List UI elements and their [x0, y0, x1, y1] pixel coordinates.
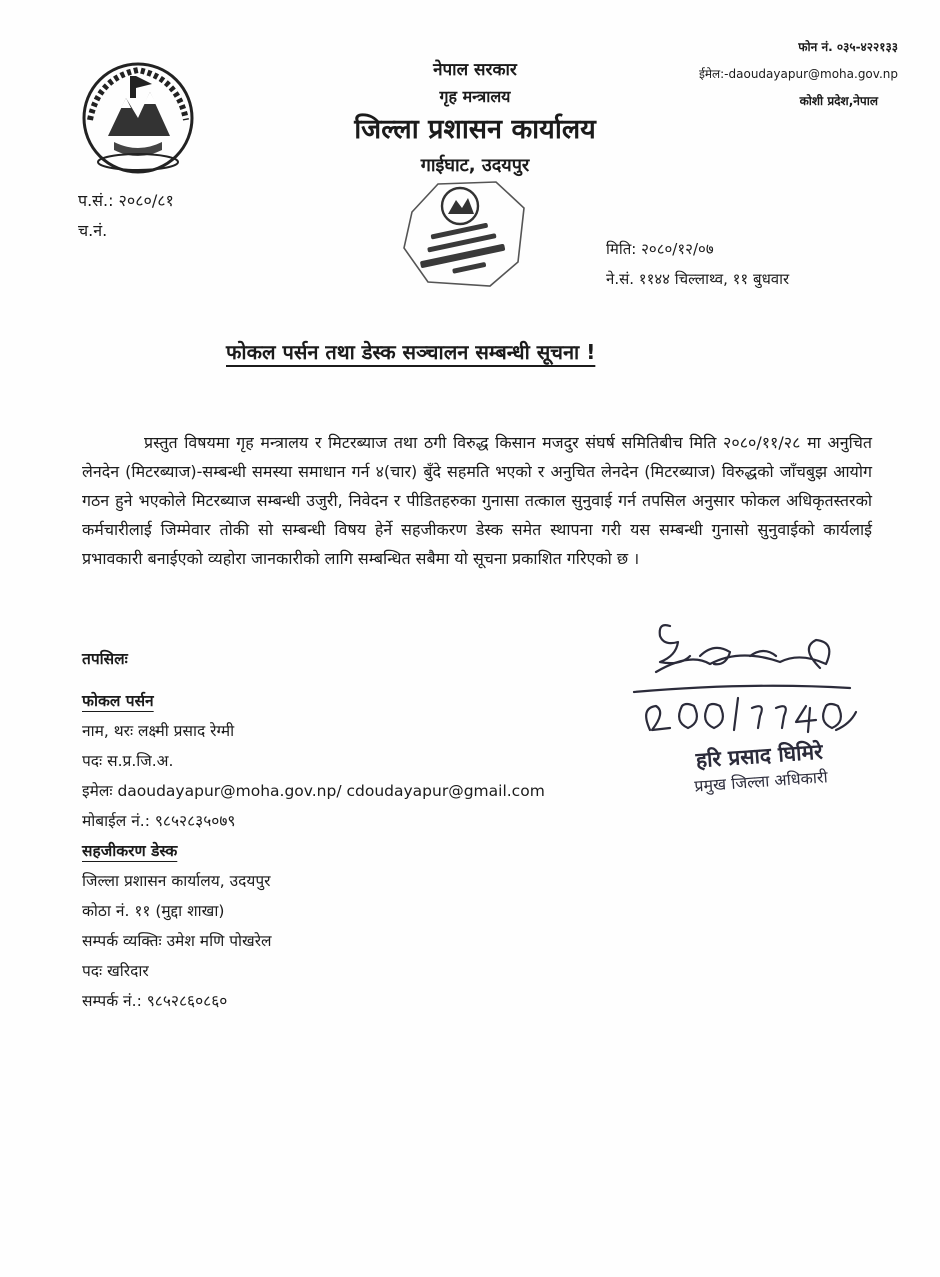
province-name: कोशी प्रदेश,नेपाल — [799, 94, 878, 108]
notice-body: प्रस्तुत विषयमा गृह मन्त्रालय र मिटरब्याज तथा ठगी विरुद्ध किसान मजदुर संघर्ष समितिबीच मिति २०८०/११/२८ मा अनुचित लेनदेन (मिटरब्याज)-सम्बन्धी समस्या समाधान गर्न ४(चार) बुँदे सहमति भएको र अनुचित लेनदेन (मिटरब्याज) विरुद्धको जाँचबुझ आयोग गठन हुने भएकोले मिटरब्याज सम्बन्धी उजुरी, निवेदन र पीडितहरुका गुनासा तत्काल सुनुवाई गर्न तपसिल अनुसार फोकल अधिकृतस्तरको कर्मचारीलाई जिम्मेवार तोकी सो सम्बन्धी विषय हेर्ने सहजीकरण डेस्क समेत स्थापना गरी यस सम्बन्धी गुनासो सुनुवाईको कार्यलाई प्रभावकारी बनाईएको व्यहोरा जानकारीको लागि सम्बन्धित सबैमा यो सूचना प्रकाशित गरिएको छ । — [82, 433, 872, 568]
handwritten-signature — [630, 612, 860, 742]
office-name: जिल्ला प्रशासन कार्यालय — [354, 114, 596, 145]
signatory-title: प्रमुख जिल्ला अधिकारी — [693, 767, 829, 796]
chalani-number: च.नं. — [78, 221, 108, 240]
help-desk-contact-person: सम्पर्क व्यक्तिः उमेश मणि पोखरेल — [82, 932, 272, 950]
help-desk-phone: सम्पर्क नं.: ९८५२८६०८६० — [82, 992, 228, 1010]
email-address: ईमेल:-daoudayapur@moha.gov.np — [698, 67, 898, 81]
government-name: नेपाल सरकार — [433, 60, 517, 80]
help-desk-post: पदः खरिदार — [82, 962, 149, 980]
signatory-name: हरि प्रसाद घिमिरे — [695, 739, 824, 773]
ministry-name: गृह मन्त्रालय — [439, 87, 511, 106]
patra-sankhya: प.सं.: २०८०/८१ — [78, 191, 174, 210]
date-block — [606, 234, 789, 294]
help-desk-room: कोठा नं. ११ (मुद्दा शाखा) — [82, 902, 225, 920]
help-desk-office: जिल्ला प्रशासन कार्यालय, उदयपुर — [82, 872, 271, 890]
office-location: गाईघाट, उदयपुर — [420, 155, 530, 176]
reference-block — [78, 186, 174, 246]
focal-person-name: नाम, थरः लक्ष्मी प्रसाद रेग्मी — [82, 722, 235, 740]
focal-person-email: इमेलः daoudayapur@moha.gov.np/ cdoudayapur@gmail.com — [82, 782, 545, 800]
focal-person-heading: फोकल पर्सन — [82, 692, 154, 710]
help-desk-heading: सहजीकरण डेस्क — [82, 842, 178, 860]
nepal-emblem-icon — [78, 58, 198, 176]
phone-number: फोन नं. ०३५-४२२१३३ — [798, 40, 898, 54]
notice-subject: फोकल पर्सन तथा डेस्क सञ्चालन सम्बन्धी सूचना ! — [226, 340, 596, 364]
miti-date: मिति: २०८०/१२/०७ — [606, 240, 714, 258]
office-stamp — [398, 178, 528, 290]
nepal-sambat-date: ने.सं. ११४४ चिल्लाथ्व, ११ बुधवार — [606, 270, 790, 288]
focal-person-post: पदः स.प्र.जि.अ. — [82, 752, 174, 770]
focal-person-mobile: मोबाईल नं.: ९८५२८३५०७९ — [82, 812, 236, 830]
tapasil-heading: तपसिलः — [82, 650, 128, 668]
signatory-block — [658, 735, 861, 799]
contact-block — [598, 34, 898, 115]
details-block — [82, 644, 545, 1016]
